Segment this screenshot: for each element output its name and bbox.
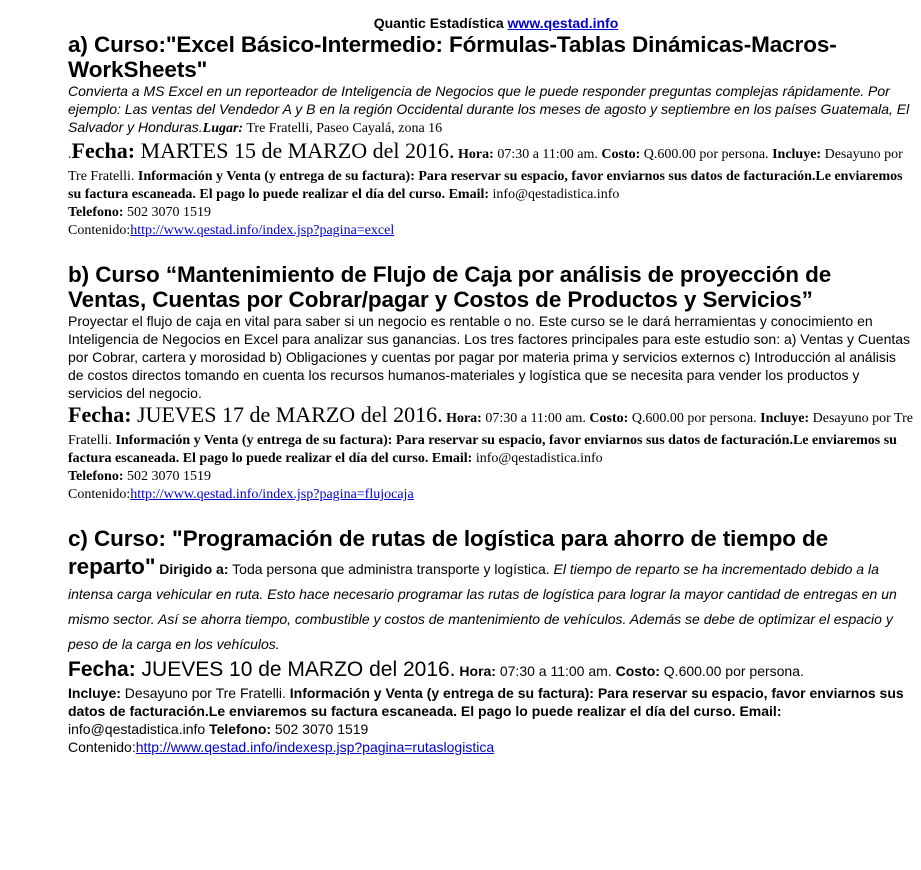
course-c-incluye-value: Desayuno por Tre Fratelli. [120,685,286,701]
course-c-incluye-label: Incluye: [68,685,121,701]
course-c-info: Información y Venta (y entrega de su factura): Para reservar su espacio, favor enviarnos sus datos de facturación.Le enviaremos su factura escaneada. El pago lo puede realizar el día del curso. [68,685,904,719]
course-a-contenido-label: Contenido: [68,223,131,238]
course-c-hora-label: Hora: [455,663,496,679]
course-c-costo-label: Costo: [611,663,660,679]
course-b-fecha-value: JUEVES 17 de MARZO del 2016. [131,402,443,427]
course-a-incluye-value: Desayuno por Tre Fratelli. [68,147,903,184]
course-c-fecha-label: Fecha: [68,658,136,681]
course-a-email-value: info@qestadistica.info [489,187,620,202]
course-a-costo-value: Q.600.00 por persona. [640,147,769,162]
course-b-section [68,262,914,504]
header-site-link[interactable]: www.qestad.info [507,15,619,31]
course-b-description: Proyectar el flujo de caja en vital para saber si un negocio es rentable o no. Este curso se le dará herramientas y conocimiento en Inteligencia de Negocios en Excel para analizar sus ganancias. Los tres factores principales para este estudio son: a) Ventas y Cuentas por Cobrar, cartera y morosidad b) Obligaciones y cuentas por pagar por materia prima y servicios externos c) Introducción al análisis de costos directos tomando en cuenta los recursos humanos-materiales y logística que se necesita para vender los productos y servicios del negocio. [68,313,911,401]
course-c-title: c) Curso: "Programación de rutas de logística para ahorro de tiempo de reparto" [68,526,829,579]
course-a-dot: . [68,147,72,162]
course-c-email-value: info@qestadistica.info [68,721,206,737]
course-c-contenido-link[interactable]: http://www.qestad.info/indexesp.jsp?pagina=rutaslogistica [135,739,495,755]
course-b-email-value: info@qestadistica.info [472,451,603,466]
course-a-title: a) Curso:"Excel Básico-Intermedio: Fórmulas-Tablas Dinámicas-Macros-WorkSheets" [68,32,837,82]
course-a-details [68,82,914,138]
course-a-fecha-value: MARTES 15 de MARZO del 2016. [135,138,455,163]
course-c-dirigido-label: Dirigido a: [155,561,229,577]
course-b-costo-value: Q.600.00 por persona. [628,411,757,426]
course-c-contenido-label: Contenido: [68,739,136,755]
course-b-fecha-label: Fecha: [68,402,132,427]
course-b-contenido-link[interactable]: http://www.qestad.info/index.jsp?pagina=flujocaja [130,487,414,502]
course-c-logistics [68,657,914,756]
course-b-title: b) Curso “Mantenimiento de Flujo de Caja por análisis de proyección de Ventas, Cuentas por Cobrar/pagar y Costos de Productos y Servicios” [68,262,832,312]
course-a-tel-label: Telefono: [68,205,124,220]
document-page [68,14,914,756]
page-header [68,14,914,32]
course-a-hora-value: 07:30 a 11:00 am. [493,147,598,162]
course-b-tel-label: Telefono: [68,469,124,484]
course-b-incluye-label: Incluye: [756,411,810,426]
course-b-costo-label: Costo: [585,411,629,426]
course-b-hora-value: 07:30 a 11:00 am. [481,411,586,426]
header-org: Quantic Estadística [373,15,504,31]
course-a-tel-value: 502 3070 1519 [123,205,211,220]
course-a-email-label: Email: [445,187,490,202]
course-b-email-label: Email: [428,451,473,466]
course-c-fecha-value: JUEVES 10 de MARZO del 2016. [135,658,456,681]
course-a-contenido-link[interactable]: http://www.qestad.info/index.jsp?pagina=excel [130,223,395,238]
course-c-description: El tiempo de reparto se ha incrementado debido a la intensa carga vehicular en ruta. Esto hace necesario programar las rutas de logística para lograr la mayor cantidad de entregas en un mismo sector. Así se ahorra tiempo, combustible y costos de mantenimiento de vehículos. Además se debe de optimizar el espacio y peso de la carga en los vehículos. [68,561,897,652]
course-a-hora-label: Hora: [454,147,494,162]
course-b-incluye-value: Desayuno por Tre Fratelli. [68,411,913,448]
course-c-section [68,526,914,756]
course-a-fecha-label: Fecha: [71,138,136,163]
course-b-contenido-label: Contenido: [68,487,131,502]
course-c-hora-value: 07:30 a 11:00 am. [495,663,612,679]
course-a-costo-label: Costo: [597,147,641,162]
course-a-info: Información y Venta (y entrega de su factura): Para reservar su espacio, favor enviarnos sus datos de facturación.Le enviaremos su factura escaneada. El pago lo puede realizar el día del curso. [68,169,903,202]
course-c-tel-value: 502 3070 1519 [271,721,369,737]
course-c-dirigido-value: Toda persona que administra transporte y logística. [228,561,550,577]
course-a-lugar-value: Tre Fratelli, Paseo Cayalá, zona 16 [243,121,443,136]
course-c-email-label: Email: [735,703,782,719]
course-a-logistics [68,138,914,240]
course-b-logistics [68,402,914,504]
course-a-lugar-label: Lugar: [202,121,244,136]
course-a-incluye-label: Incluye: [768,147,822,162]
course-c-tel-label: Telefono: [205,721,272,737]
course-a-section [68,32,914,240]
course-c-intro [68,526,914,657]
course-b-hora-label: Hora: [442,411,482,426]
course-a-description: Convierta a MS Excel en un reporteador de Inteligencia de Negocios que le puede responder preguntas complejas rápidamente. Por ejemplo: Las ventas del Vendedor A y B en la región Occidental durante los meses de agosto y septiembre en los países Guatemala, El Salvador y Honduras. [68,83,910,135]
course-b-tel-value: 502 3070 1519 [123,469,211,484]
course-c-costo-value: Q.600.00 por persona. [659,663,804,679]
course-b-info: Información y Venta (y entrega de su factura): Para reservar su espacio, favor enviarnos sus datos de facturación.Le enviaremos su factura escaneada. El pago lo puede realizar el día del curso. [68,433,897,466]
